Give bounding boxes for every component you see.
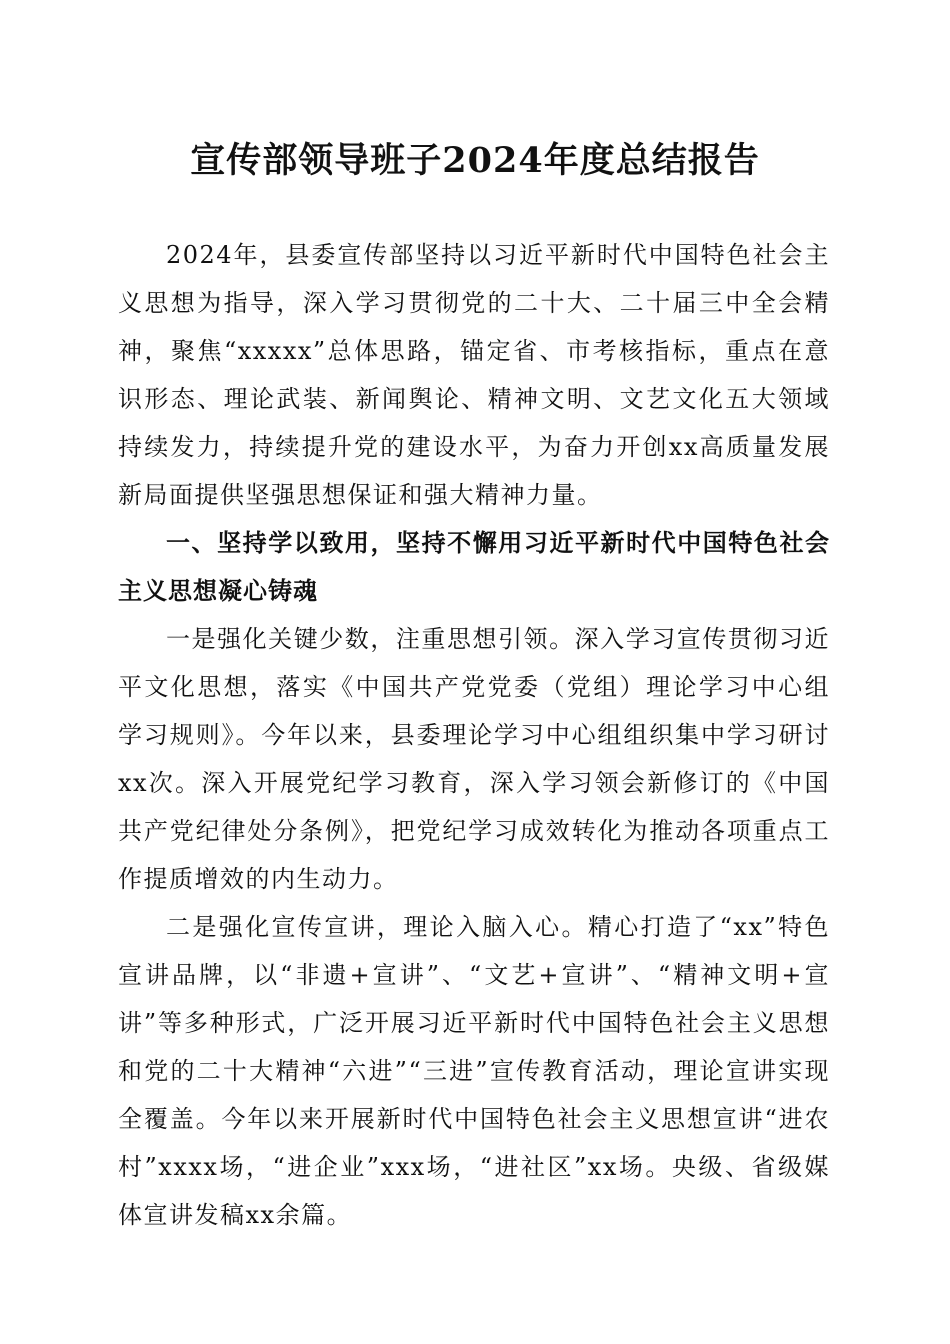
section1-paragraph-2 [118, 903, 830, 1239]
document-title: 宣传部领导班子2024年度总结报告 [190, 140, 760, 181]
paragraph-lead: 二是强化宣传宣讲，理论入脑入心。 [166, 913, 588, 941]
paragraph-text: 深入学习宣传贯彻习近平文化思想，落实《中国共产党党委（党组）理论学习中心组学习规则》。今年以来，县委理论学习中心组组织集中学习研讨xx次。深入开展党纪学习教育，深入学习领会新修订的《中国共产党纪律处分条例》，把党纪学习成效转化为推动各项重点工作提质增效的内生动力。 [118, 625, 830, 893]
intro-paragraph: 2024年，县委宣传部坚持以习近平新时代中国特色社会主义思想为指导，深入学习贯彻党的二十大、二十届三中全会精神，聚焦“xxxxx”总体思路，锚定省、市考核指标，重点在意识形态、理论武装、新闻舆论、精神文明、文艺文化五大领域持续发力，持续提升党的建设水平，为奋力开创xx高质量发展新局面提供坚强思想保证和强大精神力量。 [118, 241, 830, 509]
section1-paragraph-1 [118, 615, 830, 903]
paragraph-lead: 一是强化关键少数，注重思想引领。 [166, 625, 575, 653]
document-body [118, 231, 830, 1239]
paragraph-text: 精心打造了“xx”特色宣讲品牌，以“非遗+宣讲”、“文艺+宣讲”、“精神文明+宣讲”等多种形式，广泛开展习近平新时代中国特色社会主义思想和党的二十大精神“六进”“三进”宣传教育活动，理论宣讲实现全覆盖。今年以来开展新时代中国特色社会主义思想宣讲“进农村”xxxx场，“进企业”xxx场，“进社区”xx场。央级、省级媒体宣讲发稿xx余篇。 [118, 913, 831, 1229]
section-heading-1: 一、坚持学以致用，坚持不懈用习近平新时代中国特色社会主义思想凝心铸魂 [118, 529, 830, 605]
